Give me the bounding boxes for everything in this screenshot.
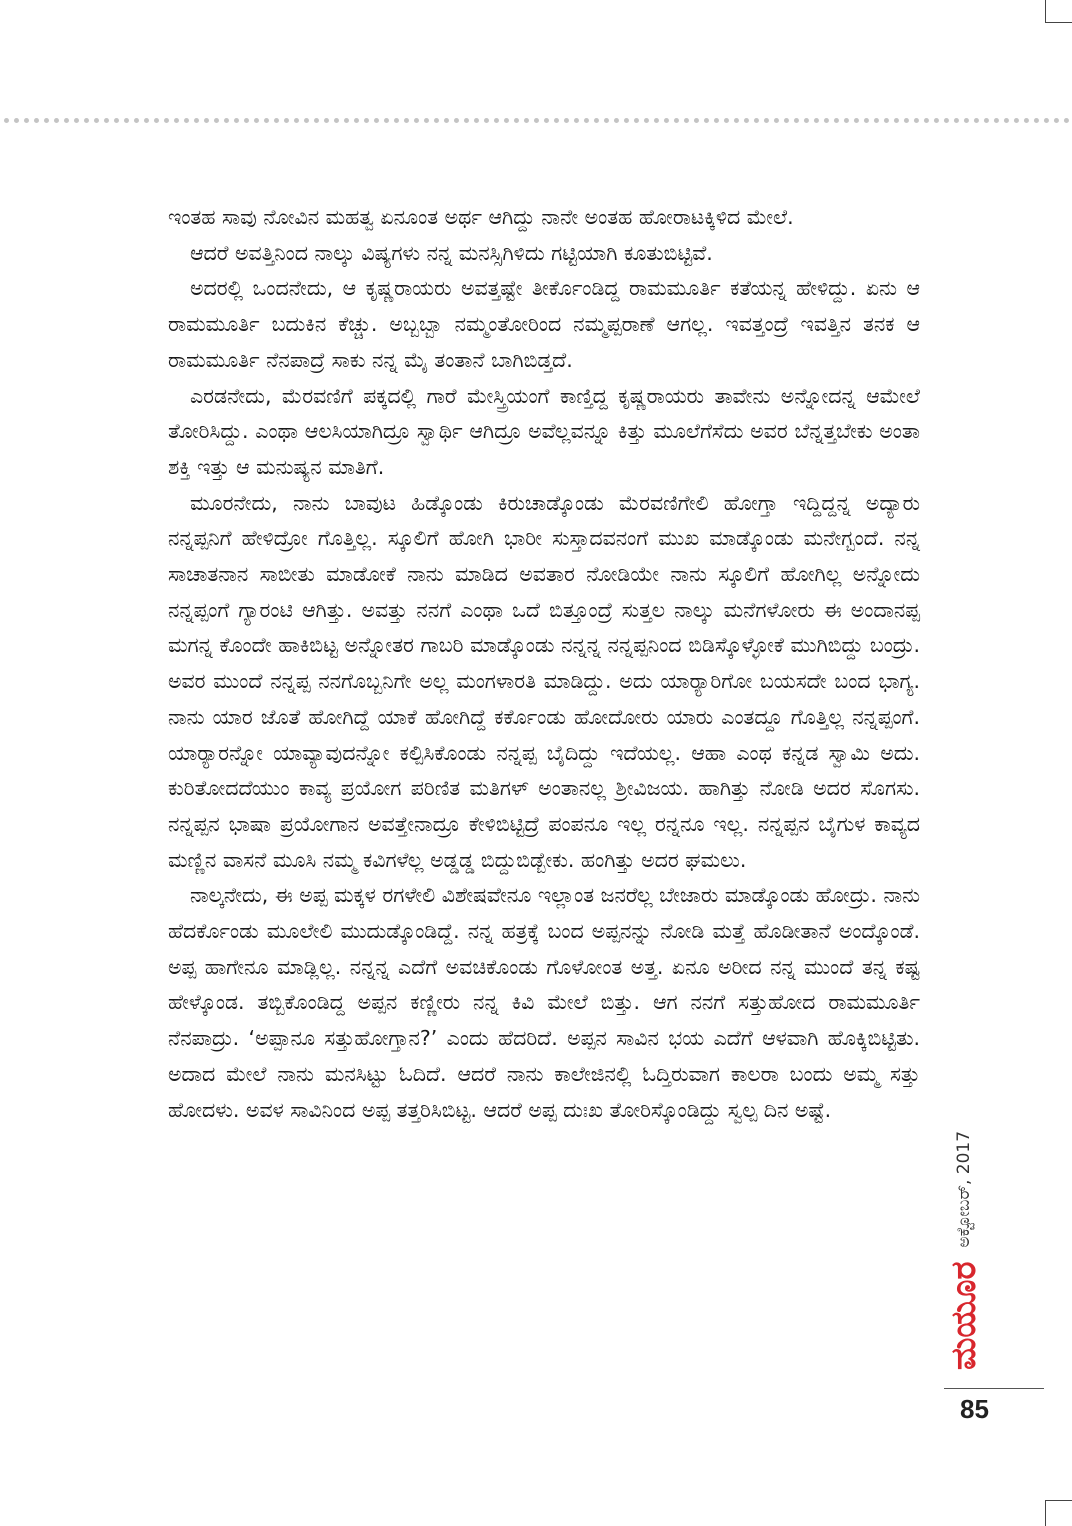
article-body	[168, 200, 920, 1128]
paragraph-3: ಅದರಲ್ಲಿ ಒಂದನೇದು, ಆ ಕೃಷ್ಣರಾಯರು ಅವತ್ತಷ್ಟೇ ತೀರ್ಕೊಂಡಿದ್ದ ರಾಮಮೂರ್ತಿ ಕತೆಯನ್ನ ಹೇಳಿದ್ದು. ಏನು ಆ ರಾಮಮೂರ್ತಿ ಬದುಕಿನ ಕೆಚ್ಚು. ಅಬ್ಬಬ್ಬಾ ನಮ್ಮಂತೋರಿಂದ ನಮ್ಮಪ್ಪರಾಣೆ ಆಗಲ್ಲ. ಇವತ್ತಂದ್ರೆ ಇವತ್ತಿನ ತನಕ ಆ ರಾಮಮೂರ್ತಿ ನೆನಪಾದ್ರೆ ಸಾಕು ನನ್ನ ಮೈ ತಂತಾನೆ ಬಾಗಿಬಿಡ್ತದೆ.	[168, 276, 920, 372]
paragraph-2: ಆದರೆ ಅವತ್ತಿನಿಂದ ನಾಲ್ಕು ವಿಷ್ಯಗಳು ನನ್ನ ಮನಸ್ಸಿಗಿಳಿದು ಗಟ್ಟಿಯಾಗಿ ಕೂತುಬಿಟ್ಟಿವೆ.	[190, 240, 713, 265]
footer-rule	[944, 1388, 1044, 1389]
crop-mark-top-right	[1045, 0, 1072, 23]
magazine-logo: ಮಯೂರ	[944, 1261, 984, 1370]
page-number: 85	[960, 1394, 989, 1424]
paragraph-6: ನಾಲ್ಕನೇದು, ಈ ಅಪ್ಪ ಮಕ್ಕಳ ರಗಳೇಲಿ ವಿಶೇಷವೇನೂ ಇಲ್ಲಾಂತ ಜನರೆಲ್ಲ ಬೇಜಾರು ಮಾಡ್ಕೊಂಡು ಹೋದ್ರು. ನಾನು ಹೆದರ್ಕೊಂಡು ಮೂಲೇಲಿ ಮುದುಡ್ಕೊಂಡಿದ್ದೆ. ನನ್ನ ಹತ್ರಕ್ಕೆ ಬಂದ ಅಪ್ಪನನ್ನು ನೋಡಿ ಮತ್ತೆ ಹೊಡೀತಾನೆ ಅಂದ್ಕೊಂಡೆ. ಅಪ್ಪ ಹಾಗೇನೂ ಮಾಡ್ಲಿಲ್ಲ. ನನ್ನನ್ನ ಎದೆಗೆ ಅವಚಿಕೊಂಡು ಗೊಳೋಂತ ಅತ್ತ. ಏನೂ ಅರೀದ ನನ್ನ ಮುಂದೆ ತನ್ನ ಕಷ್ಟ ಹೇಳ್ಕೊಂಡ. ತಬ್ಬಿಕೊಂಡಿದ್ದ ಅಪ್ಪನ ಕಣ್ಣೀರು ನನ್ನ ಕಿವಿ ಮೇಲೆ ಬಿತ್ತು. ಆಗ ನನಗೆ ಸತ್ತುಹೋದ ರಾಮಮೂರ್ತಿ ನೆನಪಾದ್ರು. ‘ಅಪ್ಪಾನೂ ಸತ್ತುಹೋಗ್ತಾನ?’ ಎಂದು ಹೆದರಿದೆ. ಅಪ್ಪನ ಸಾವಿನ ಭಯ ಎದೆಗೆ ಆಳವಾಗಿ ಹೊಕ್ಕಿಬಿಟ್ಟಿತು. ಅದಾದ ಮೇಲೆ ನಾನು ಮನಸಿಟ್ಟು ಓದಿದೆ. ಆದರೆ ನಾನು ಕಾಲೇಜಿನಲ್ಲಿ ಓದ್ತಿರುವಾಗ ಕಾಲರಾ ಬಂದು ಅಮ್ಮ ಸತ್ತು ಹೋದಳು. ಅವಳ ಸಾವಿನಿಂದ ಅಪ್ಪ ತತ್ತರಿಸಿಬಿಟ್ಟ. ಆದರೆ ಅಪ್ಪ ದುಃಖ ತೋರಿಸ್ಕೊಂಡಿದ್ದು ಸ್ವಲ್ಪ ದಿನ ಅಷ್ಟೆ.	[168, 883, 920, 1122]
magazine-masthead-strip	[944, 1131, 984, 1370]
issue-date: ಅಕ್ಟೋಬರ್, 2017	[954, 1130, 974, 1248]
header-dotted-rule	[4, 118, 1070, 123]
crop-mark-bottom-right	[1045, 1500, 1072, 1526]
paragraph-1: ಇಂತಹ ಸಾವು ನೋವಿನ ಮಹತ್ವ ಏನೂಂತ ಅರ್ಥ ಆಗಿದ್ದು ನಾನೇ ಅಂತಹ ಹೋರಾಟಕ್ಕಿಳಿದ ಮೇಲೆ.	[168, 205, 794, 229]
paragraph-4: ಎರಡನೇದು, ಮೆರವಣಿಗೆ ಪಕ್ಕದಲ್ಲಿ ಗಾರೆ ಮೇಸ್ತ್ರಿಯಂಗೆ ಕಾಣ್ತಿದ್ದ ಕೃಷ್ಣರಾಯರು ತಾವೇನು ಅನ್ನೋದನ್ನ ಆಮೇಲೆ ತೋರಿಸಿದ್ದು. ಎಂಥಾ ಆಲಸಿಯಾಗಿದ್ರೂ ಸ್ವಾರ್ಥಿ ಆಗಿದ್ರೂ ಅವೆಲ್ಲವನ್ನೂ ಕಿತ್ತು ಮೂಲೆಗೆಸೆದು ಅವರ ಬೆನ್ನತ್ತಬೇಕು ಅಂತಾ ಶಕ್ತಿ ಇತ್ತು ಆ ಮನುಷ್ಯನ ಮಾತಿಗೆ.	[168, 383, 920, 479]
paragraph-5: ಮೂರನೇದು, ನಾನು ಬಾವುಟ ಹಿಡ್ಕೊಂಡು ಕಿರುಚಾಡ್ಕೊಂಡು ಮೆರವಣಿಗೇಲಿ ಹೋಗ್ತಾ ಇದ್ದಿದ್ದನ್ನ ಅದ್ಯಾರು ನನ್ನಪ್ಪನಿಗೆ ಹೇಳಿದ್ರೋ ಗೊತ್ತಿಲ್ಲ. ಸ್ಕೂಲಿಗೆ ಹೋಗಿ ಭಾರೀ ಸುಸ್ತಾದವನಂಗೆ ಮುಖ ಮಾಡ್ಕೊಂಡು ಮನೇಗ್ಬಂದೆ. ನನ್ನ ಸಾಚಾತನಾನ ಸಾಬೀತು ಮಾಡೋಕೆ ನಾನು ಮಾಡಿದ ಅವತಾರ ನೋಡಿಯೇ ನಾನು ಸ್ಕೂಲಿಗೆ ಹೋಗಿಲ್ಲ ಅನ್ನೋದು ನನ್ನಪ್ಪಂಗೆ ಗ್ಯಾರಂಟಿ ಆಗಿತ್ತು. ಅವತ್ತು ನನಗೆ ಎಂಥಾ ಒದೆ ಬಿತ್ತೂಂದ್ರೆ ಸುತ್ತಲ ನಾಲ್ಕು ಮನೆಗಳೋರು ಈ ಅಂದಾನಪ್ಪ ಮಗನ್ನ ಕೊಂದೇ ಹಾಕಿಬಿಟ್ಟ ಅನ್ನೋತರ ಗಾಬರಿ ಮಾಡ್ಕೊಂಡು ನನ್ನನ್ನ ನನ್ನಪ್ಪನಿಂದ ಬಿಡಿಸ್ಕೊಳ್ಳೋಕೆ ಮುಗಿಬಿದ್ದು ಬಂದ್ರು. ಅವರ ಮುಂದೆ ನನ್ನಪ್ಪ ನನಗೊಬ್ಬನಿಗೇ ಅಲ್ಲ ಮಂಗಳಾರತಿ ಮಾಡಿದ್ದು. ಅದು ಯಾರ್‍ಯಾರಿಗೋ ಬಯಸದೇ ಬಂದ ಭಾಗ್ಯ. ನಾನು ಯಾರ ಜೊತೆ ಹೋಗಿದ್ದೆ ಯಾಕೆ ಹೋಗಿದ್ದೆ ಕರ್ಕೊಂಡು ಹೋದೋರು ಯಾರು ಎಂತದ್ದೂ ಗೊತ್ತಿಲ್ಲ ನನ್ನಪ್ಪಂಗೆ. ಯಾರ್‍ಯಾರನ್ನೋ ಯಾವ್ಯಾವುದನ್ನೋ ಕಲ್ಪಿಸಿಕೊಂಡು ನನ್ನಪ್ಪ ಬೈದಿದ್ದು ಇದೆಯಲ್ಲ. ಆಹಾ ಎಂಥ ಕನ್ನಡ ಸ್ವಾಮಿ ಅದು. ಕುರಿತೋದದೆಯುಂ ಕಾವ್ಯ ಪ್ರಯೋಗ ಪರಿಣಿತ ಮತಿಗಳ್ ಅಂತಾನಲ್ಲ ಶ್ರೀವಿಜಯ. ಹಾಗಿತ್ತು ನೋಡಿ ಅದರ ಸೊಗಸು. ನನ್ನಪ್ಪನ ಭಾಷಾ ಪ್ರಯೋಗಾನ ಅವತ್ತೇನಾದ್ರೂ ಕೇಳಿಬಿಟ್ಟಿದ್ರೆ ಪಂಪನೂ ಇಲ್ಲ ರನ್ನನೂ ಇಲ್ಲ. ನನ್ನಪ್ಪನ ಬೈಗುಳ ಕಾವ್ಯದ ಮಣ್ಣಿನ ವಾಸನೆ ಮೂಸಿ ನಮ್ಮ ಕವಿಗಳೆಲ್ಲ ಅಡ್ಡಡ್ಡ ಬಿದ್ದುಬಿಡ್ಬೇಕು. ಹಂಗಿತ್ತು ಅದರ ಘಮಲು.	[168, 490, 920, 872]
